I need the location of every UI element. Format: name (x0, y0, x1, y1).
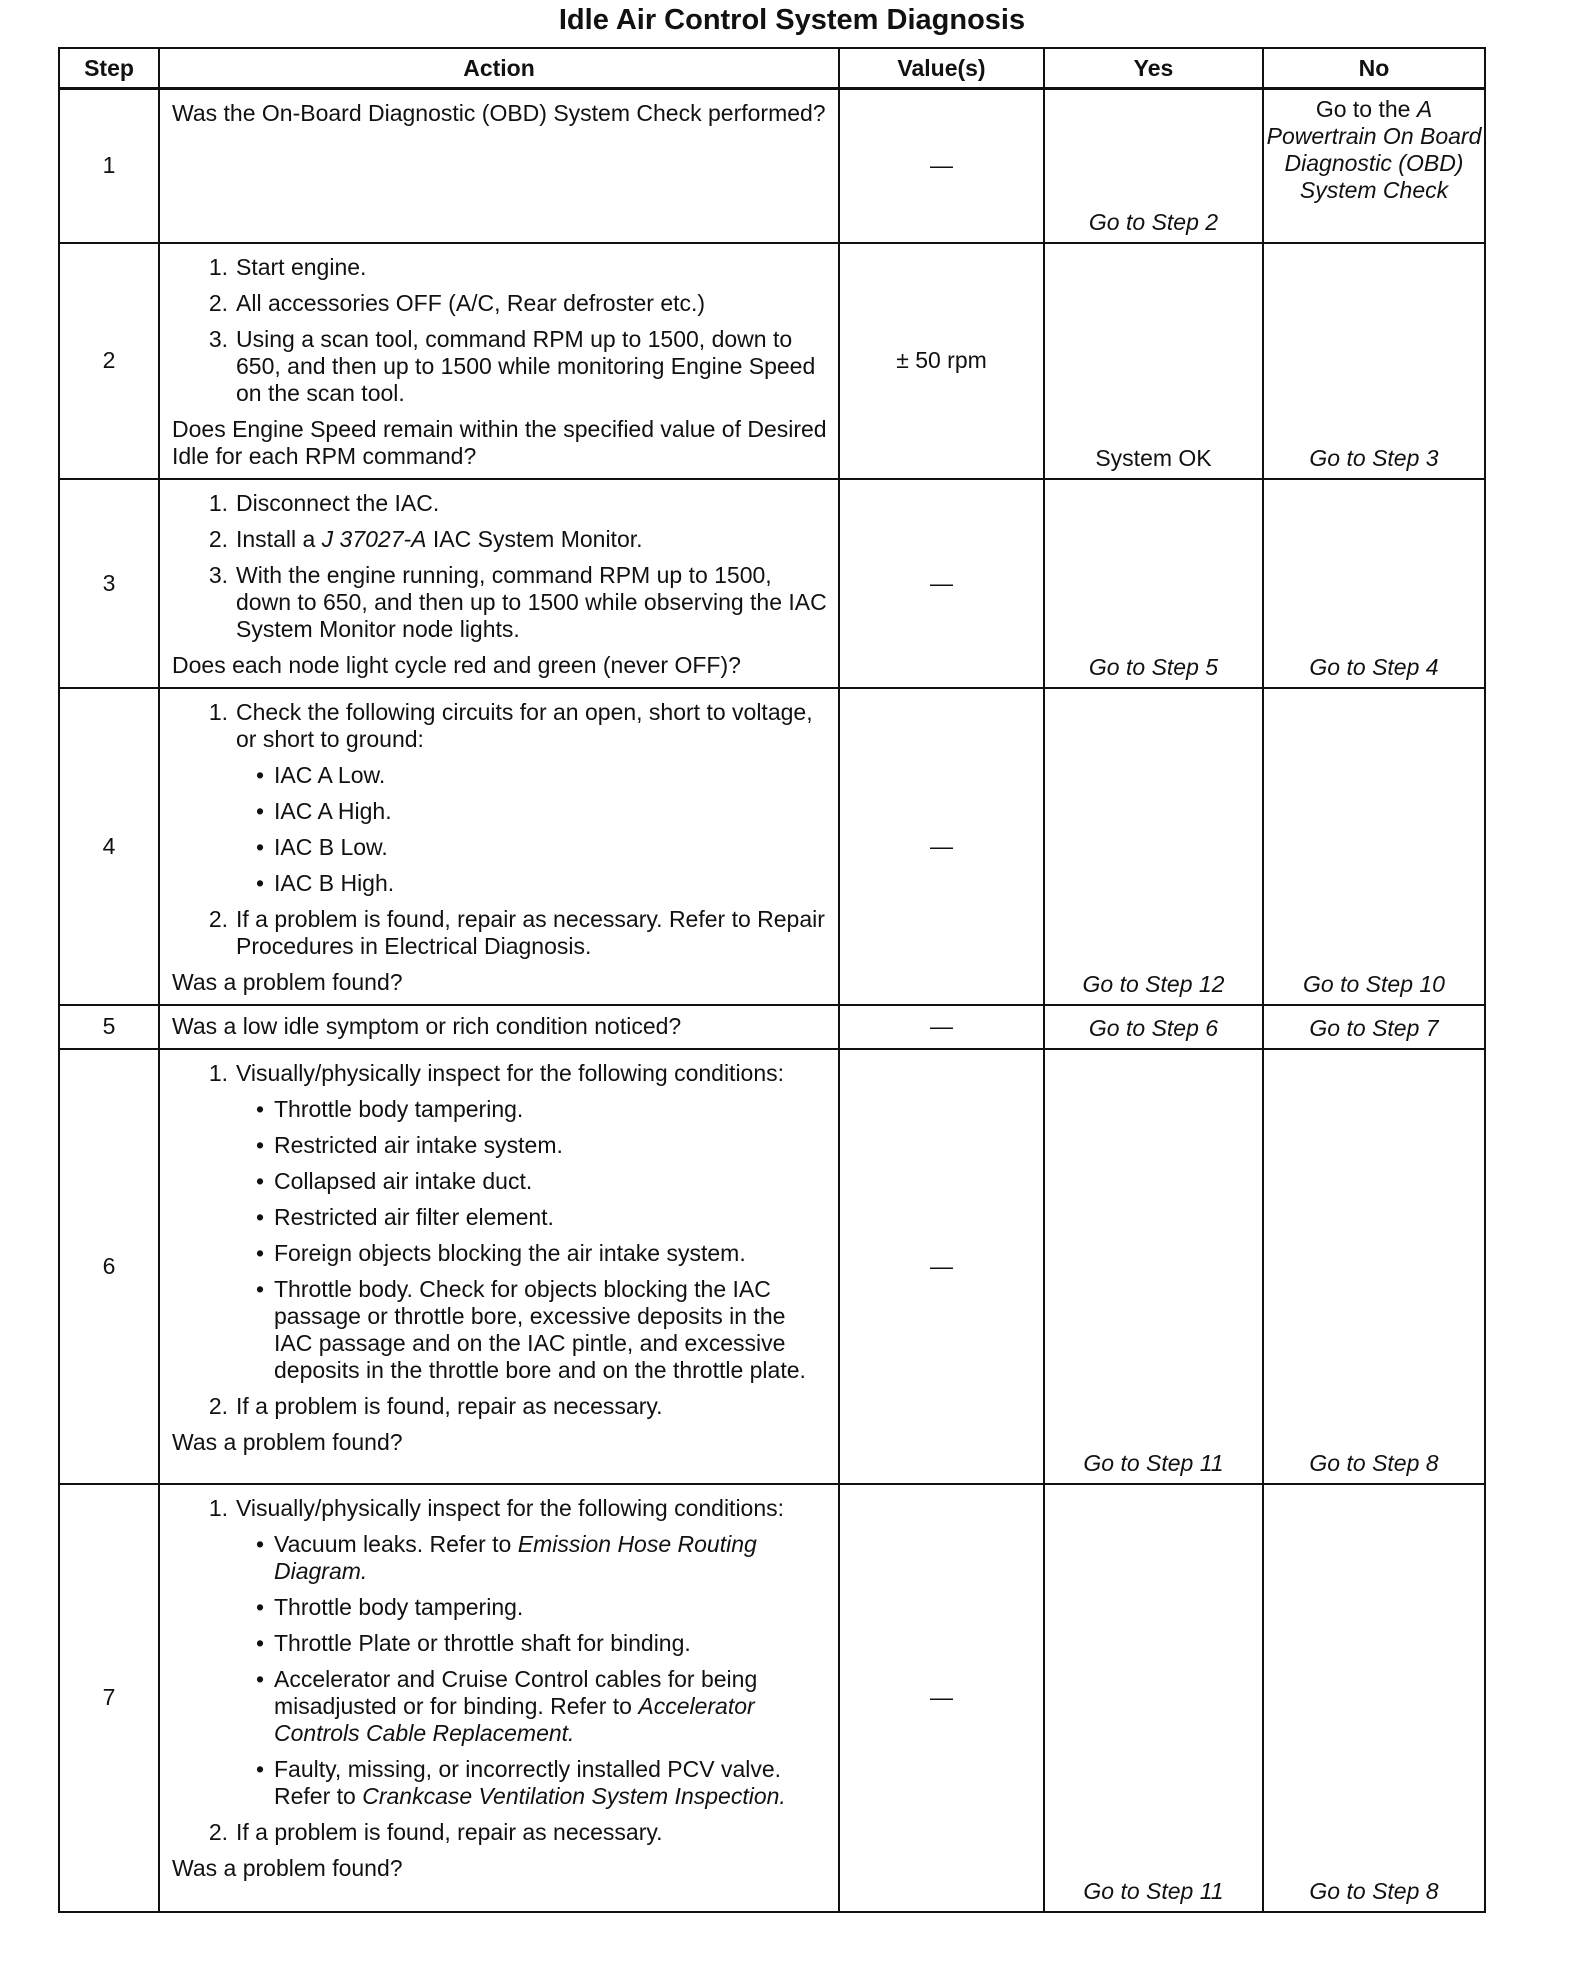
header-no: No (1263, 48, 1485, 89)
action-question: Was a problem found? (172, 968, 403, 995)
step-number: 4 (59, 688, 159, 1005)
yes-cell (1044, 243, 1263, 479)
numbered-item: 2. If a problem is found, repair as necessary. (208, 1392, 663, 1419)
step-number: 6 (59, 1049, 159, 1484)
header-action: Action (159, 48, 839, 89)
no-cell (1263, 89, 1485, 243)
table-row-step-5 (59, 1005, 1485, 1049)
step-number: 1 (59, 89, 159, 243)
yes-result: Go to Step 2 (1088, 208, 1219, 235)
table-row-step-7 (59, 1484, 1485, 1912)
numbered-item: 3. Using a scan tool, command RPM up to 1500, down to 650, and then up to 1500 while monitoring Engine Speed on the scan tool. (208, 325, 816, 406)
bullet-item: • IAC B Low. (255, 833, 388, 860)
no-result-reference: A Powertrain On Board Diagnostic (OBD) System Check (1266, 96, 1482, 203)
bullet-item: • IAC A High. (255, 797, 392, 824)
yes-result: Go to Step 5 (1088, 653, 1219, 680)
bullet-item: • IAC A Low. (255, 761, 386, 788)
action-question: Does Engine Speed remain within the specified value of Desired Idle for each RPM command? (172, 415, 827, 469)
bullet-item: • Foreign objects blocking the air intake system. (255, 1239, 746, 1266)
table-row-step-2 (59, 243, 1485, 479)
numbered-item: 3. With the engine running, command RPM up to 1500, down to 650, and then up to 1500 while observing the IAC System Monitor node lights. (208, 561, 827, 642)
action-cell (159, 1049, 839, 1484)
action-cell (159, 1005, 839, 1049)
no-cell (1263, 479, 1485, 688)
no-cell (1263, 243, 1485, 479)
no-cell (1263, 1484, 1485, 1912)
value-cell: — (839, 479, 1044, 688)
doc-reference: Emission Hose Routing Diagram. (274, 1530, 757, 1584)
no-cell (1263, 1049, 1485, 1484)
table-row-step-6 (59, 1049, 1485, 1484)
yes-cell (1044, 1484, 1263, 1912)
value-cell: ± 50 rpm (839, 243, 1044, 479)
action-question: Was a low idle symptom or rich condition noticed? (172, 1013, 682, 1039)
numbered-item: 1. Start engine. (208, 253, 367, 280)
step-number: 5 (59, 1005, 159, 1049)
value-cell: — (839, 1484, 1044, 1912)
diagnosis-table (58, 47, 1486, 1913)
bullet-item: • Throttle body. Check for objects blocking the IAC passage or throttle bore, excessive deposits in the IAC passage and on the IAC pintle, and excessive deposits in the throttle bore and on the throttle plate. (255, 1275, 806, 1383)
step-number: 3 (59, 479, 159, 688)
yes-result: Go to Step 11 (1083, 1877, 1224, 1904)
yes-cell (1044, 479, 1263, 688)
action-question: Does each node light cycle red and green (never OFF)? (172, 651, 741, 678)
header-yes: Yes (1044, 48, 1263, 89)
numbered-item: 2. If a problem is found, repair as necessary. Refer to Repair Procedures in Electrical Diagnosis. (208, 905, 825, 959)
doc-reference: Crankcase Ventilation System Inspection. (362, 1782, 786, 1809)
yes-result: System OK (1095, 444, 1212, 471)
no-cell (1263, 688, 1485, 1005)
header-values: Value(s) (839, 48, 1044, 89)
action-cell (159, 89, 839, 243)
table-row-step-3 (59, 479, 1485, 688)
no-result: Go to Step 8 (1309, 1449, 1439, 1476)
yes-cell (1044, 89, 1263, 243)
action-cell (159, 479, 839, 688)
numbered-item: 2. Install a J 37027-A IAC System Monitor. (208, 525, 643, 552)
bullet-item: • Restricted air intake system. (255, 1131, 563, 1158)
yes-cell (1044, 688, 1263, 1005)
step-number: 2 (59, 243, 159, 479)
header-step: Step (59, 48, 159, 89)
document-title: Idle Air Control System Diagnosis (558, 4, 1026, 36)
no-result (1264, 96, 1484, 204)
value-cell: — (839, 688, 1044, 1005)
numbered-item: 2. All accessories OFF (A/C, Rear defroster etc.) (208, 289, 706, 316)
bullet-item: • Vacuum leaks. Refer to Emission Hose Routing Diagram. (255, 1530, 757, 1584)
no-result: Go to Step 4 (1309, 653, 1439, 680)
no-result: Go to Step 7 (1309, 1014, 1439, 1041)
bullet-item: • Accelerator and Cruise Control cables for being misadjusted or for binding. Refer to Accelerator Controls Cable Replacement. (255, 1665, 758, 1746)
yes-result: Go to Step 6 (1088, 1014, 1219, 1041)
numbered-item: 1. Check the following circuits for an open, short to voltage, or short to ground: (208, 698, 813, 752)
table-row-step-4 (59, 688, 1485, 1005)
yes-result: Go to Step 12 (1082, 970, 1225, 997)
tool-reference: J 37027-A (321, 525, 427, 552)
numbered-item: 2. If a problem is found, repair as necessary. (208, 1818, 663, 1845)
header-row (59, 48, 1485, 89)
yes-cell (1044, 1005, 1263, 1049)
action-question: Was the On-Board Diagnostic (OBD) System Check performed? (172, 100, 826, 126)
bullet-item: • Faulty, missing, or incorrectly installed PCV valve. Refer to Crankcase Ventilation System Inspection. (255, 1755, 786, 1809)
step-number: 7 (59, 1484, 159, 1912)
no-result-prefix: Go to the (1315, 96, 1417, 122)
numbered-item: 1. Visually/physically inspect for the following conditions: (208, 1494, 785, 1521)
bullet-item: • Throttle body tampering. (255, 1593, 524, 1620)
action-question: Was a problem found? (172, 1428, 403, 1455)
no-result: Go to Step 10 (1303, 970, 1445, 997)
numbered-item: 1. Visually/physically inspect for the following conditions: (208, 1059, 785, 1086)
action-cell (159, 243, 839, 479)
bullet-item: • Throttle body tampering. (255, 1095, 524, 1122)
bullet-item: • IAC B High. (255, 869, 395, 896)
action-cell (159, 1484, 839, 1912)
yes-cell (1044, 1049, 1263, 1484)
bullet-item: • Restricted air filter element. (255, 1203, 554, 1230)
action-cell (159, 688, 839, 1005)
table-row-step-1 (59, 89, 1485, 243)
value-cell: — (839, 1049, 1044, 1484)
action-question: Was a problem found? (172, 1854, 403, 1881)
value-cell: — (839, 1005, 1044, 1049)
no-result: Go to Step 8 (1309, 1877, 1439, 1904)
numbered-item: 1. Disconnect the IAC. (208, 489, 440, 516)
no-cell (1263, 1005, 1485, 1049)
bullet-item: • Throttle Plate or throttle shaft for binding. (255, 1629, 691, 1656)
yes-result: Go to Step 11 (1083, 1449, 1224, 1476)
value-cell: — (839, 89, 1044, 243)
no-result: Go to Step 3 (1309, 444, 1439, 471)
doc-reference: Accelerator Controls Cable Replacement. (274, 1692, 755, 1746)
bullet-item: • Collapsed air intake duct. (255, 1167, 533, 1194)
